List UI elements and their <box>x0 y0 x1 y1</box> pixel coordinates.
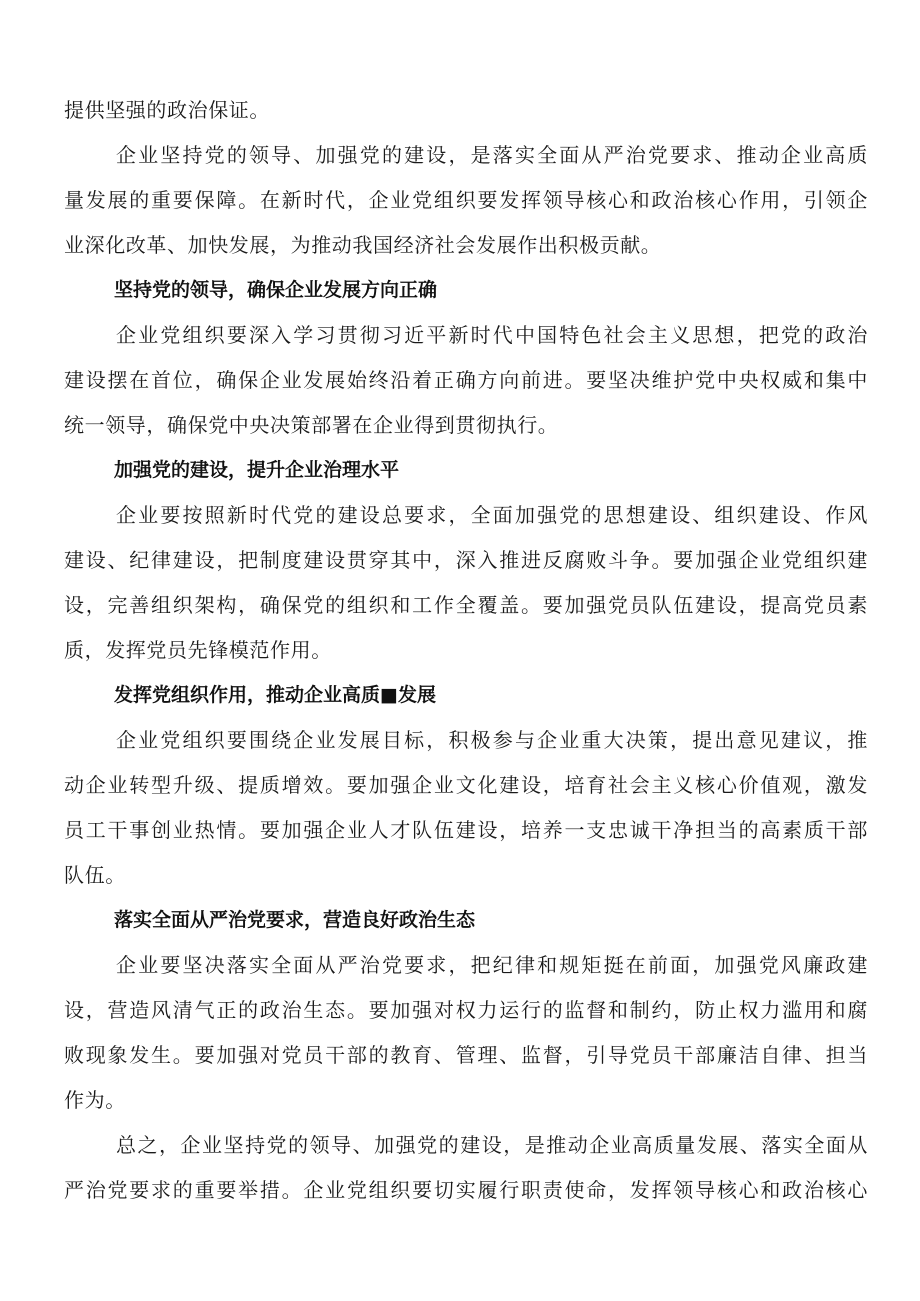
paragraph-line: 设，完善组织架构，确保党的组织和工作全覆盖。要加强党员队伍建设，提高党员素 <box>64 593 868 617</box>
paragraph-line: 企业党组织要深入学习贯彻习近平新时代中国特色社会主义思想，把党的政治 <box>116 323 868 347</box>
paragraph-line: 质，发挥党员先锋模范作用。 <box>64 638 332 662</box>
paragraph-line: 企业要按照新时代党的建设总要求，全面加强党的思想建设、组织建设、作风 <box>116 503 868 527</box>
section-heading: 加强党的建设，提升企业治理水平 <box>114 459 400 481</box>
paragraph-line: 员工干事创业热情。要加强企业人才队伍建设，培养一支忠诚干净担当的高素质干部 <box>64 818 868 842</box>
section-heading: 落实全面从严治党要求，营造良好政治生态 <box>114 909 476 931</box>
paragraph-line: 统一领导，确保党中央决策部署在企业得到贯彻执行。 <box>64 413 559 437</box>
paragraph-line: 动企业转型升级、提质增效。要加强企业文化建设，培育社会主义核心价值观，激发 <box>64 773 868 797</box>
paragraph-line: 建设、纪律建设，把制度建设贯穿其中，深入推进反腐败斗争。要加强企业党组织建 <box>64 548 868 572</box>
section-heading: 发挥党组织作用，推动企业高质■发展 <box>114 684 436 706</box>
paragraph-line: 总之，企业坚持党的领导、加强党的建设，是推动企业高质量发展、落实全面从 <box>116 1133 868 1157</box>
paragraph-line: 败现象发生。要加强对党员干部的教育、管理、监督，引导党员干部廉洁自律、担当 <box>64 1043 868 1067</box>
paragraph-line: 提供坚强的政治保证。 <box>64 98 270 122</box>
paragraph-line: 严治党要求的重要举措。企业党组织要切实履行职责使命，发挥领导核心和政治核心 <box>64 1178 868 1202</box>
paragraph-line: 业深化改革、加快发展，为推动我国经济社会发展作出积极贡献。 <box>64 233 662 257</box>
paragraph-line: 企业要坚决落实全面从严治党要求，把纪律和规矩挺在前面，加强党风廉政建 <box>116 953 868 977</box>
section-heading: 坚持党的领导，确保企业发展方向正确 <box>114 279 438 301</box>
paragraph-line: 建设摆在首位，确保企业发展始终沿着正确方向前进。要坚决维护党中央权威和集中 <box>64 368 868 392</box>
paragraph-line: 企业党组织要围绕企业发展目标，积极参与企业重大决策，提出意见建议，推 <box>116 728 868 752</box>
paragraph-line: 企业坚持党的领导、加强党的建设，是落实全面从严治党要求、推动企业高质 <box>116 143 868 167</box>
paragraph-line: 量发展的重要保障。在新时代，企业党组织要发挥领导核心和政治核心作用，引领企 <box>64 188 868 212</box>
document-body <box>64 88 868 1213</box>
paragraph-line: 队伍。 <box>64 863 126 887</box>
paragraph-line: 设，营造风清气正的政治生态。要加强对权力运行的监督和制约，防止权力滥用和腐 <box>64 998 868 1022</box>
paragraph-line: 作为。 <box>64 1088 126 1112</box>
